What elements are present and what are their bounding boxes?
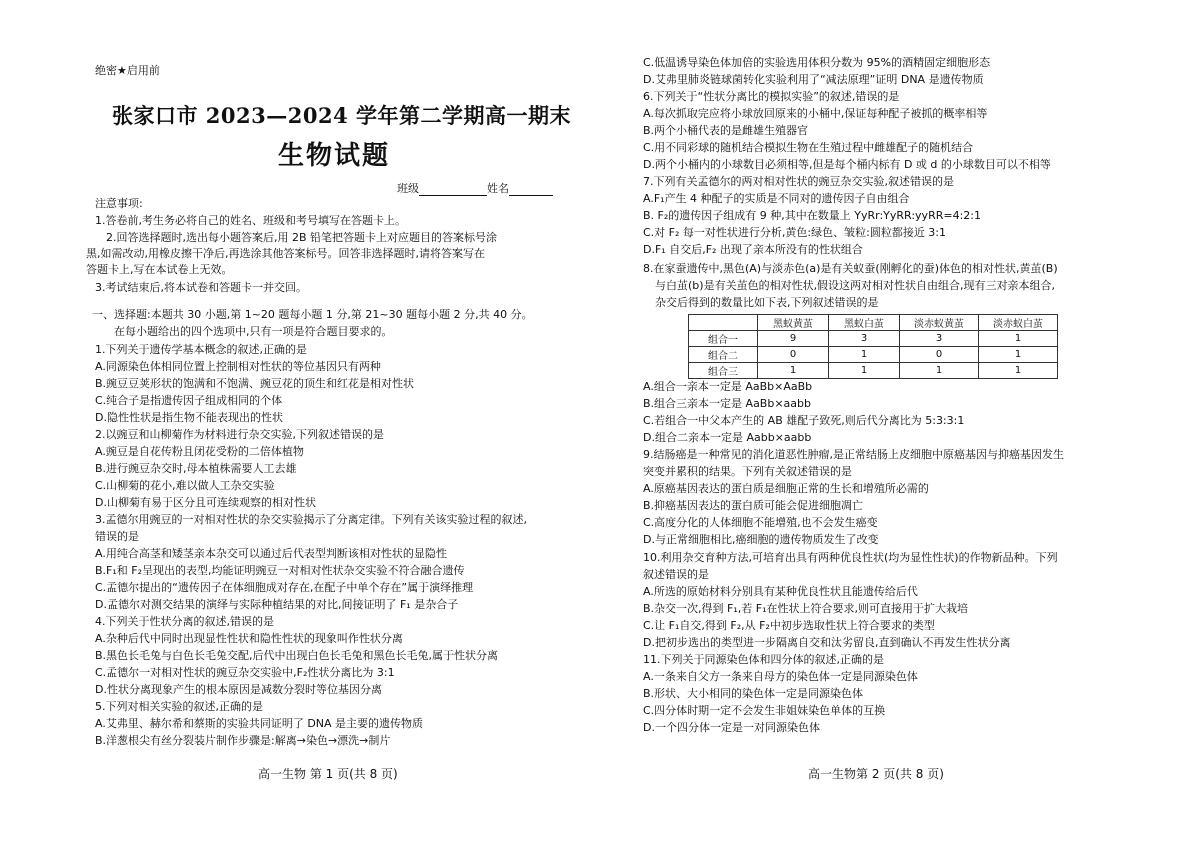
table-cell: 1 — [979, 331, 1058, 347]
q3-stem-2: 错误的是 — [95, 530, 139, 543]
q10-stem-1: 10.利用杂交育种方法,可培育出具有两种优良性状(均为显性性状)的作物新品种。下列 — [643, 551, 1058, 564]
exam-title: 张家口市 2023—2024 学年第二学期高一期末 — [112, 103, 572, 128]
q9-option-a: A.原癌基因表达的蛋白质是细胞正常的生长和增殖所必需的 — [643, 482, 929, 495]
table-cell: 1 — [979, 347, 1058, 363]
q5-stem: 5.下列对相关实验的叙述,正确的是 — [95, 700, 263, 713]
q10-option-b: B.杂交一次,得到 F₁,若 F₁在性状上符合要求,则可直接用于扩大栽培 — [643, 602, 968, 615]
table-header-cell — [689, 315, 758, 331]
q4-option-d: D.性状分离现象产生的根本原因是减数分裂时等位基因分离 — [95, 683, 382, 696]
q1-stem: 1.下列关于遗传学基本概念的叙述,正确的是 — [95, 343, 307, 356]
q11-stem: 11.下列关于同源染色体和四分体的叙述,正确的是 — [643, 653, 884, 666]
name-label: 姓名 — [487, 182, 509, 195]
q8-option-a: A.组合一亲本一定是 AaBb×AaBb — [643, 380, 813, 393]
table-row — [689, 363, 1058, 379]
section-1-b: 在每小题给出的四个选项中,只有一项是符合题目要求的。 — [114, 325, 393, 338]
q4-option-a: A.杂种后代中同时出现显性性状和隐性性状的现象叫作性状分离 — [95, 632, 403, 645]
note-3: 3.考试结束后,将本试卷和答题卡一并交回。 — [95, 281, 307, 294]
note-1: 1.答卷前,考生务必将自己的姓名、班级和考号填写在答题卡上。 — [95, 214, 406, 227]
q6-option-d: D.两个小桶内的小球数目必须相等,但是每个桶内标有 D 或 d 的小球数目可以不相等 — [643, 158, 1051, 171]
table-header-row — [689, 315, 1058, 331]
q11-option-d: D.一个四分体一定是一对同源染色体 — [643, 721, 820, 734]
q11-option-c: C.四分体时期一定不会发生非姐妹染色单体的互换 — [643, 704, 886, 717]
q1-option-c: C.纯合子是指遗传因子组成相同的个体 — [95, 394, 283, 407]
q1-option-a: A.同源染色体相同位置上控制相对性状的等位基因只有两种 — [95, 360, 381, 373]
q2-stem: 2.以豌豆和山柳菊作为材料进行杂交实验,下列叙述错误的是 — [95, 428, 384, 441]
table-cell: 1 — [758, 363, 829, 379]
q7-option-b: B. F₂的遗传因子组成有 9 种,其中在数量上 YyRr:YyRR:yyRR=4:2:1 — [643, 209, 981, 222]
table-header-cell: 淡赤蚁黄茧 — [900, 315, 979, 331]
q5-option-d: D.艾弗里肺炎链球菌转化实验利用了“减法原理”证明 DNA 是遗传物质 — [643, 73, 984, 86]
exam-subtitle: 生物试题 — [278, 141, 391, 171]
class-blank — [419, 184, 487, 196]
note-2b: 黑,如需改动,用橡皮擦干净后,再选涂其他答案标号。回答非选择题时,请将答案写在 — [86, 247, 485, 260]
q11-option-a: A.一条来自父方一条来自母方的染色体一定是同源染色体 — [643, 670, 918, 683]
q10-option-a: A.所选的原始材料分别具有某种优良性状且能遗传给后代 — [643, 585, 918, 598]
q2-option-a: A.豌豆是自花传粉且闭花受粉的二倍体植物 — [95, 445, 304, 458]
q9-option-b: B.抑癌基因表达的蛋白质可能会促进细胞凋亡 — [643, 499, 864, 512]
note-2c: 答题卡上,写在本试卷上无效。 — [86, 263, 233, 276]
q10-option-d: D.把初步选出的类型进一步隔离自交和汰劣留良,直到确认不再发生性状分离 — [643, 636, 1011, 649]
notes-heading: 注意事项: — [95, 197, 143, 210]
q4-stem: 4.下列关于性状分离的叙述,错误的是 — [95, 615, 274, 628]
q7-stem: 7.下列有关孟德尔的两对相对性状的豌豆杂交实验,叙述错误的是 — [643, 175, 954, 188]
q7-option-d: D.F₁ 自交后,F₂ 出现了亲本所没有的性状组合 — [643, 243, 863, 256]
class-label: 班级 — [397, 182, 419, 195]
q3-option-d: D.孟德尔对测交结果的演绎与实际种植结果的对比,间接证明了 F₁ 是杂合子 — [95, 598, 459, 611]
table-row — [689, 347, 1058, 363]
q4-option-c: C.孟德尔一对相对性状的豌豆杂交实验中,F₂性状分离比为 3:1 — [95, 666, 395, 679]
q6-option-b: B.两个小桶代表的是雌雄生殖器官 — [643, 124, 809, 137]
section-1-a: 一、选择题:本题共 30 小题,第 1~20 题每小题 1 分,第 21~30 题每小题 2 分,共 40 分。 — [92, 308, 533, 321]
q8-stem-1: 8.在家蚕遗传中,黑色(A)与淡赤色(a)是有关蚁蚕(刚孵化的蚕)体色的相对性状,黄茧(B) — [643, 262, 1058, 275]
footer-right: 高一生物第 2 页(共 8 页) — [808, 767, 944, 781]
q2-option-b: B.进行豌豆杂交时,母本植株需要人工去雄 — [95, 462, 297, 475]
table-header-cell: 黑蚁黄茧 — [758, 315, 829, 331]
q11-option-b: B.形状、大小相同的染色体一定是同源染色体 — [643, 687, 864, 700]
q9-stem-1: 9.结肠癌是一种常见的消化道恶性肿瘤,是正常结肠上皮细胞中原癌基因与抑癌基因发生 — [643, 448, 1064, 461]
q6-option-a: A.每次抓取完应将小球放回原来的小桶中,保证每种配子被抓的概率相等 — [643, 107, 988, 120]
table-cell: 1 — [829, 363, 900, 379]
q8-table — [688, 314, 1058, 379]
q8-stem-2: 与白茧(b)是有关茧色的相对性状,假设这两对相对性状自由组合,现有三对亲本组合, — [655, 279, 1056, 292]
name-blank — [509, 184, 553, 196]
table-cell: 组合二 — [689, 347, 758, 363]
q2-option-c: C.山柳菊的花小,难以做人工杂交实验 — [95, 479, 275, 492]
note-2a: 2.回答选择题时,选出每小题答案后,用 2B 铅笔把答题卡上对应题目的答案标号涂 — [106, 231, 498, 244]
q10-option-c: C.让 F₁自交,得到 F₂,从 F₂中初步选取性状上符合要求的类型 — [643, 619, 935, 632]
q7-option-a: A.F₁产生 4 种配子的实质是不同对的遗传因子自由组合 — [643, 192, 910, 205]
q5-option-c: C.低温诱导染色体加倍的实验选用体积分数为 95%的酒精固定细胞形态 — [643, 56, 991, 69]
table-header-cell: 黑蚁白茧 — [829, 315, 900, 331]
table-cell: 1 — [900, 363, 979, 379]
table-cell: 0 — [758, 347, 829, 363]
table-header-cell: 淡赤蚁白茧 — [979, 315, 1058, 331]
q3-option-b: B.F₁和 F₂呈现出的表型,均能证明豌豆一对相对性状杂交实验不符合融合遗传 — [95, 564, 465, 577]
table-cell: 1 — [979, 363, 1058, 379]
table-cell: 0 — [900, 347, 979, 363]
q3-option-c: C.孟德尔提出的“遗传因子在体细胞成对存在,在配子中单个存在”属于演绎推理 — [95, 581, 474, 594]
table-cell: 1 — [829, 347, 900, 363]
table-row — [689, 331, 1058, 347]
table-cell: 组合三 — [689, 363, 758, 379]
q8-option-b: B.组合三亲本一定是 AaBb×aabb — [643, 397, 811, 410]
q1-option-d: D.隐性性状是指生物不能表现出的性状 — [95, 411, 283, 424]
q1-option-b: B.豌豆豆荚形状的饱满和不饱满、豌豆花的顶生和红花是相对性状 — [95, 377, 415, 390]
class-name-row — [397, 180, 553, 196]
table-cell: 组合一 — [689, 331, 758, 347]
confidential-mark: 绝密★启用前 — [95, 64, 160, 77]
q6-stem: 6.下列关于“性状分离比的模拟实验”的叙述,错误的是 — [643, 90, 900, 103]
q3-option-a: A.用纯合高茎和矮茎亲本杂交可以通过后代表型判断该相对性状的显隐性 — [95, 547, 447, 560]
q9-stem-2: 突变并累积的结果。下列有关叙述错误的是 — [643, 465, 852, 478]
table-cell: 3 — [900, 331, 979, 347]
q2-option-d: D.山柳菊有易于区分且可连续观察的相对性状 — [95, 496, 316, 509]
table-cell: 9 — [758, 331, 829, 347]
q3-stem-1: 3.孟德尔用豌豆的一对相对性状的杂交实验揭示了分离定律。下列有关该实验过程的叙述, — [95, 513, 527, 526]
table-cell: 3 — [829, 331, 900, 347]
q10-stem-2: 叙述错误的是 — [643, 568, 709, 581]
q5-option-b: B.洋葱根尖有丝分裂装片制作步骤是:解离→染色→漂洗→制片 — [95, 734, 391, 747]
q9-option-d: D.与正常细胞相比,癌细胞的遗传物质发生了改变 — [643, 533, 879, 546]
q8-stem-3: 杂交后得到的数量比如下表,下列叙述错误的是 — [655, 296, 879, 309]
q7-option-c: C.对 F₂ 每一对性状进行分析,黄色:绿色、皱粒:圆粒都接近 3:1 — [643, 226, 947, 239]
q8-option-d: D.组合二亲本一定是 Aabb×aabb — [643, 431, 812, 444]
q9-option-c: C.高度分化的人体细胞不能增殖,也不会发生癌变 — [643, 516, 878, 529]
q5-option-a: A.艾弗里、赫尔希和蔡斯的实验共同证明了 DNA 是主要的遗传物质 — [95, 717, 424, 730]
footer-left: 高一生物 第 1 页(共 8 页) — [258, 767, 398, 781]
q8-option-c: C.若组合一中父本产生的 AB 雄配子致死,则后代分离比为 5:3:3:1 — [643, 414, 965, 427]
q4-option-b: B.黑色长毛兔与白色长毛兔交配,后代中出现白色长毛兔和黑色长毛兔,属于性状分离 — [95, 649, 499, 662]
q6-option-c: C.用不同彩球的随机结合模拟生物在生殖过程中雌雄配子的随机结合 — [643, 141, 974, 154]
